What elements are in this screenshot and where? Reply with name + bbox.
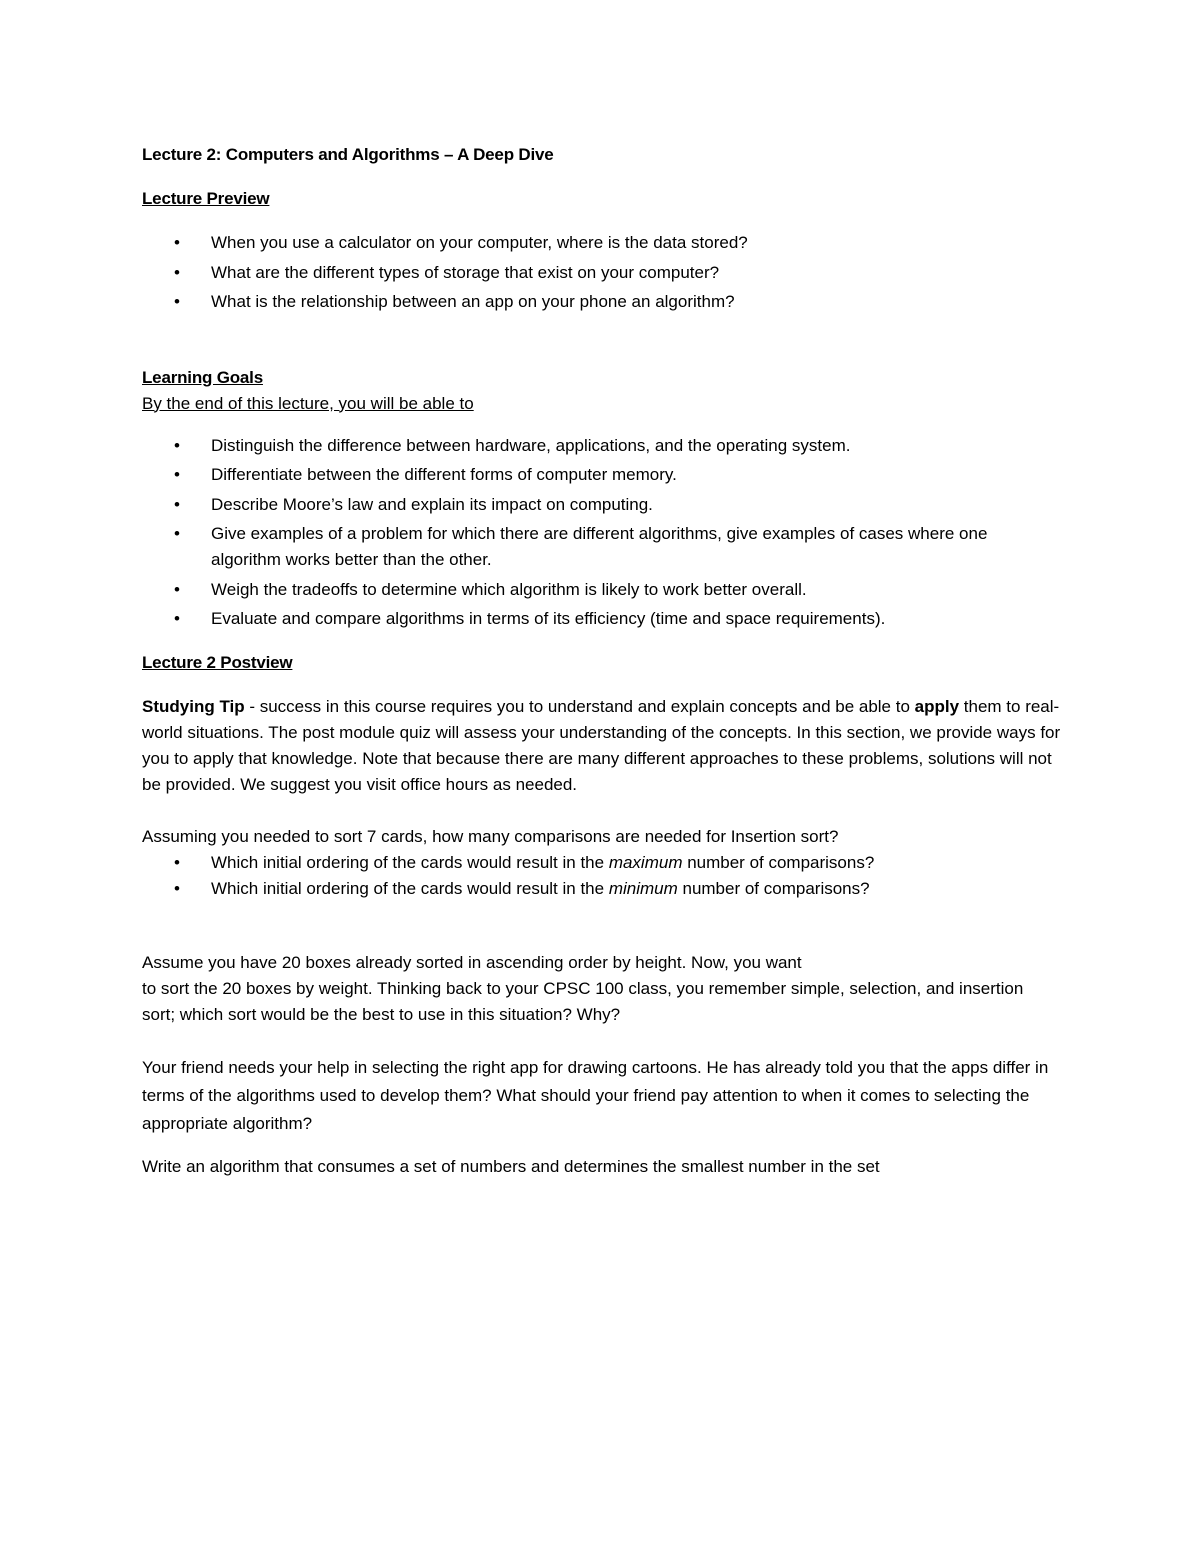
- list-item: • Which initial ordering of the cards would result in the maximum number of comparisons?: [142, 850, 1067, 876]
- question-boxes-line1: Assume you have 20 boxes already sorted in ascending order by height. Now, you want: [142, 952, 802, 972]
- bullet-icon: •: [174, 852, 180, 872]
- preview-list: [142, 230, 1067, 315]
- bullet-icon: •: [174, 494, 180, 514]
- question-insertion-sort: Assuming you needed to sort 7 cards, how many comparisons are needed for Insertion sort?: [142, 826, 839, 846]
- list-item: • Evaluate and compare algorithms in terms of its efficiency (time and space requirements).: [142, 606, 1067, 632]
- bullet-icon: •: [174, 609, 180, 628]
- bullet-icon: •: [174, 878, 180, 898]
- goals-list: [142, 433, 1067, 633]
- list-item: • What is the relationship between an app on your phone an algorithm?: [142, 289, 1067, 315]
- page-title: Lecture 2: Computers and Algorithms – A Deep Dive: [142, 145, 554, 164]
- question-insertion-list: [142, 850, 1067, 902]
- bullet-icon: •: [174, 465, 180, 484]
- bullet-icon: •: [174, 524, 180, 543]
- list-item: • Which initial ordering of the cards would result in the minimum number of comparisons?: [142, 876, 1067, 902]
- goals-heading: Learning Goals: [142, 367, 263, 387]
- list-item: • Give examples of a problem for which there are different algorithms, give examples of cases where one algorithm works better than the other.: [142, 521, 1067, 573]
- preview-heading: Lecture Preview: [142, 189, 270, 208]
- question-boxes-line2: to sort the 20 boxes by weight. Thinking back to your CPSC 100 class, you remember simple, selection, and insertion sort; which sort would be the best to use in this situation? Why?: [142, 978, 1024, 1024]
- bullet-icon: •: [174, 262, 180, 282]
- goals-intro: By the end of this lecture, you will be able to: [142, 393, 474, 413]
- list-item: • What are the different types of storage that exist on your computer?: [142, 260, 1067, 286]
- list-item: • Distinguish the difference between hardware, applications, and the operating system.: [142, 433, 1067, 459]
- list-item: • Describe Moore’s law and explain its impact on computing.: [142, 492, 1067, 518]
- studying-tip-label: Studying Tip: [142, 696, 245, 716]
- bullet-icon: •: [174, 579, 180, 599]
- bullet-icon: •: [174, 292, 180, 311]
- document-body: [142, 142, 1067, 1180]
- apply-emphasis: apply: [914, 696, 960, 716]
- question-friend-app: Your friend needs your help in selecting the right app for drawing cartoons. He has already told you that the apps differ in terms of the algorithms used to develop them? What should your friend pay attention to when it comes to selecting the appropriate algorithm?: [142, 1057, 1049, 1133]
- studying-tip: Studying Tip - success in this course requires you to understand and explain concepts and be able to apply them to real-world situations. The post module quiz will assess your understanding of the concepts. In this section, we provide ways for you to apply that knowledge. Note that because there are many different approaches to these problems, solutions will not be provided. We suggest you visit office hours as needed.: [142, 696, 1061, 794]
- list-item: • When you use a calculator on your computer, where is the data stored?: [142, 230, 1067, 256]
- list-item: • Differentiate between the different forms of computer memory.: [142, 462, 1067, 488]
- list-item: • Weigh the tradeoffs to determine which algorithm is likely to work better overall.: [142, 577, 1067, 603]
- question-smallest-number: Write an algorithm that consumes a set of numbers and determines the smallest number in the set: [142, 1156, 880, 1176]
- postview-heading: Lecture 2 Postview: [142, 652, 293, 672]
- bullet-icon: •: [174, 435, 180, 455]
- bullet-icon: •: [174, 233, 180, 252]
